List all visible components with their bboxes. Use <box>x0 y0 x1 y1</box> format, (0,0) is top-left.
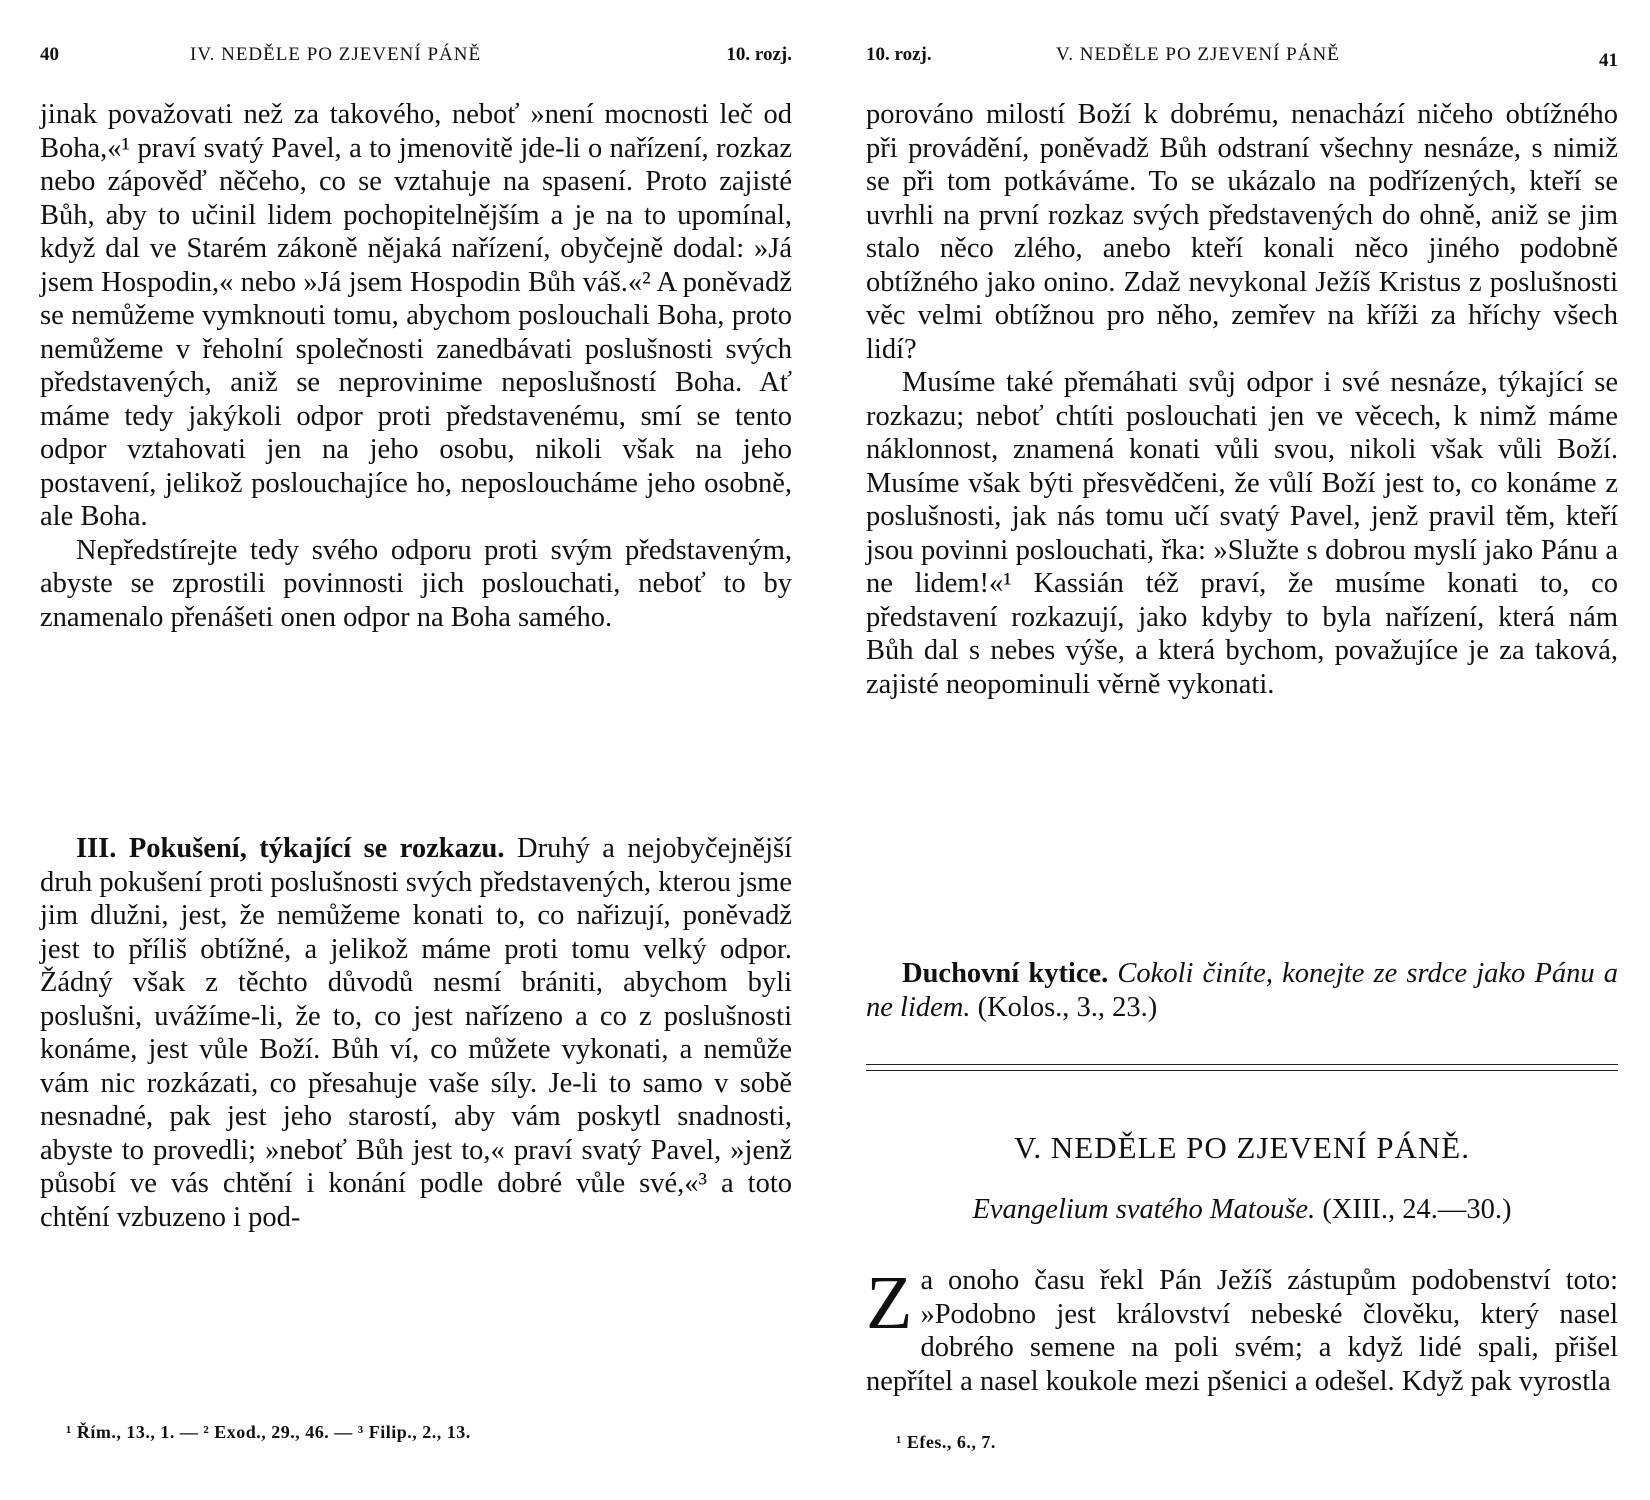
right-header-reading: 10. rozj. <box>866 44 932 65</box>
left-running-header <box>40 44 792 74</box>
bouquet-quote: Cokoli činíte, konejte ze srdce jako Pánu a ne lidem. <box>866 958 1618 1023</box>
right-paragraph-3: a onoho času řekl Pán Ježíš zástupům podobenství toto: »Podobno jest království nebeské člověku, který nasel dobrého semene na poli svém; a když lidé spali, přišel nepřítel a nasel koukole mezi pšenici a odešel. Když pak vyrostla <box>866 1265 1618 1397</box>
left-section-paragraph <box>40 832 792 1234</box>
gospel-label: Evangelium svatého Matouše. <box>972 1194 1316 1225</box>
spiritual-bouquet <box>866 957 1618 1024</box>
gospel-line <box>866 1194 1618 1226</box>
left-paragraph-1: jinak považovati než za takového, neboť »není mocnosti leč od Boha,«¹ praví svatý Pavel, a to jmenovitě jde-li o nařízení, rozkaz nebo zápověď něčeho, co se vztahuje na spasení. Proto zajisté Bůh, aby to učinil lidem pochopitelnějším a je na to upomínal, když dal ve Starém zákoně nějaká nařízení, obyčejně dodal: »Já jsem Hospodin,« nebo »Já jsem Hospodin Bůh váš.«² A poněvadž se nemůžeme vymknouti tomu, abychom poslouchali Boha, proto nemůžeme v řeholní společnosti zanedbávati poslušnosti svých představených, aniž se neprovinime neposlušností Boha. Ať máme tedy jakýkoli odpor proti představenému, smí se tento odpor vztahovati jen na jeho osobu, nikoli však na jeho postavení, jelikož poslouchajíce ho, neposloucháme jeho osobně, ale Boha. <box>40 99 792 532</box>
left-page-number: 40 <box>40 44 59 65</box>
left-section-heading: III. Pokušení, týkající se rozkazu. <box>76 833 505 864</box>
bouquet-reference: (Kolos., 3., 23.) <box>970 991 1158 1023</box>
left-header-title: IV. NEDĚLE PO ZJEVENÍ PÁNĚ <box>190 44 482 65</box>
drop-cap: Z <box>866 1261 913 1345</box>
divider-rule-bottom <box>866 1070 1618 1071</box>
left-header-reading: 10. rozj. <box>726 44 792 65</box>
gospel-body <box>866 1261 1618 1398</box>
right-paragraph-1: porováno milostí Boží k dobrému, nenachází ničeho obtížného při provádění, poněvadž Bůh odstraní všechny nesnáze, s nimiž se při tom potkáváme. To se ukázalo na podřízených, kteří se uvrhli na první rozkaz svých představených do ohně, aniž se jim stalo něco zlého, anebo kteří konali něco jiného podobně obtížného jako onino. Zdaž nevykonal Ježíš Kristus z poslušnosti věc velmi obtížnou pro něho, zemřev na kříži za hříchy všech lidí? <box>866 99 1618 365</box>
bouquet-label: Duchovní kytice. <box>902 958 1109 989</box>
right-running-header <box>866 44 1618 74</box>
chapter-title: V. NEDĚLE PO ZJEVENÍ PÁNĚ. <box>1014 1130 1470 1165</box>
bouquet-paragraph <box>866 957 1618 1024</box>
left-paragraph-3: Druhý a nejobyčejnější druh pokušení proti poslušnosti svých představených, kterou jsme jim dlužni, jest, že nemůžeme konati to, co nařizují, poněvadž jest to příliš obtížné, a jelikož máme proti tomu velký odpor. Žádný však z těchto důvodů nesmí brániti, abychom byli poslušni, uvážíme-li, že to, co jest nařízeno a co z poslušnosti konáme, jest vůle Boží. Bůh ví, co můžete vykonati, a nemůže vám nic rozkázati, co přesahuje vaše síly. Je-li to samo v sobě nesnadné, pak jest jeho starostí, aby vám poskytl snadnosti, abyste to provedli; »neboť Bůh jest to,« praví svatý Pavel, »jenž působí ve vás chtění i konání podle dobré vůle své,«³ a toto chtění vzbuzeno i pod- <box>40 833 792 1233</box>
gospel-paragraph <box>866 1261 1618 1398</box>
right-body-top <box>866 98 1618 701</box>
right-page-number: 41 <box>1599 50 1618 71</box>
gospel-reference: (XIII., 24.—30.) <box>1315 1194 1512 1225</box>
left-footnote: ¹ Řím., 13., 1. — ² Exod., 29., 46. — ³ Filip., 2., 13. <box>66 1422 471 1442</box>
right-paragraph-2: Musíme také přemáhati svůj odpor i své nesnáze, týkající se rozkazu; neboť chtíti poslouchati jen ve věcech, k nimž máme náklonnost, znamená konati vůli svou, nikoli však vůli Boží. Musíme však býti přesvědčeni, že vůlí Boží jest to, co konáme z poslušnosti, jak nás tomu učí svatý Pavel, jenž pravil těm, kteří jsou povinni poslouchati, řka: »Služte s dobrou myslí jako Pánu a ne lidem!«¹ Kassián též praví, že musíme konati to, co představení rozkazují, jako kdyby to byla nařízení, která nám Bůh dal s nebes výše, a která bychom, považujíce je za taková, zajisté neopominuli věrně vykonati. <box>866 367 1618 700</box>
left-paragraph-2: Nepředstírejte tedy svého odporu proti svým představeným, abyste se zprostili povinnosti jich poslouchati, neboť to by znamenalo přenášeti onen odpor na Boha samého. <box>40 534 792 633</box>
divider-rule-top <box>866 1064 1618 1065</box>
left-body-top <box>40 98 792 634</box>
left-body-bottom <box>40 832 792 1234</box>
right-footnote: ¹ Efes., 6., 7. <box>896 1432 996 1452</box>
right-header-title: V. NEDĚLE PO ZJEVENÍ PÁNĚ <box>1056 44 1340 65</box>
